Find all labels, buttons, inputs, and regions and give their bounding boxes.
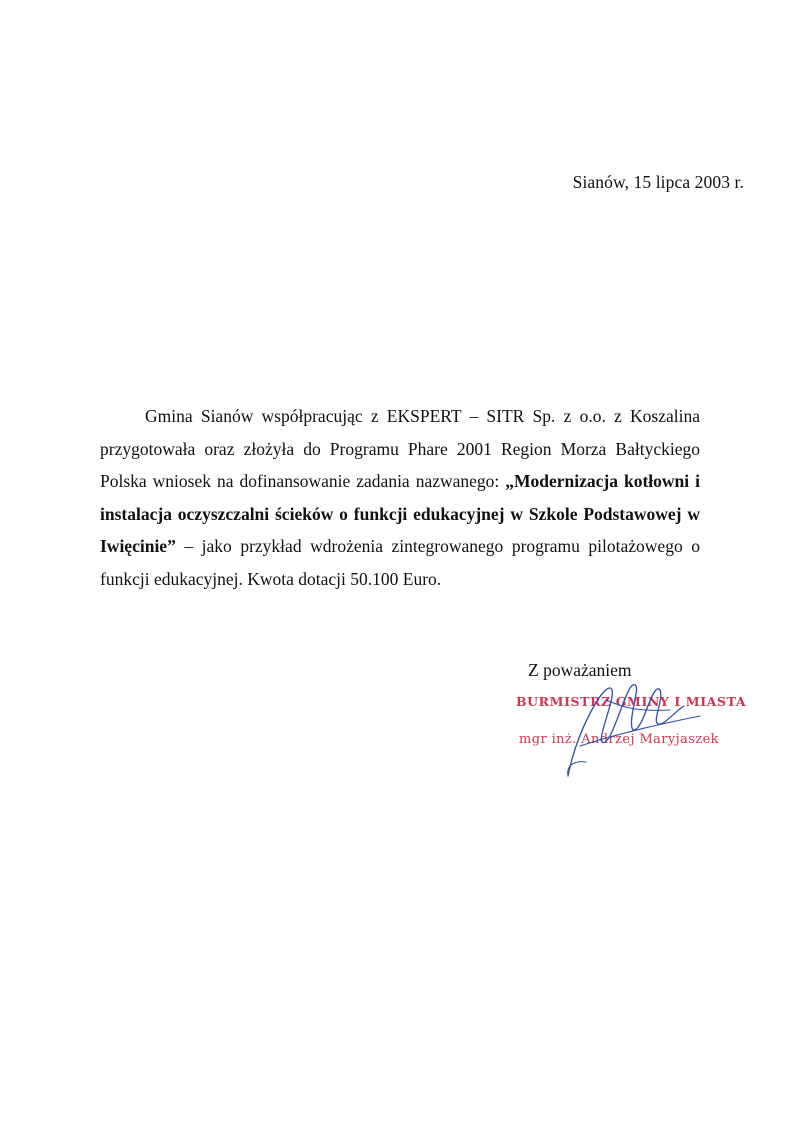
stamp-title: BURMISTRZ GMINY I MIASTA [516,694,747,709]
project-title: „Modernizacja kotłowni i instalacja oczyszczalni ścieków o funkcji edukacyjnej w Szkole Podstawowej w Iwięcinie” [100,471,700,556]
closing-salutation: Z poważaniem [528,660,632,680]
paragraph-end: – jako przykład wdrożenia zintegrowanego programu pilotażowego o funkcji edukacyjnej. Kwota dotacji 50.100 Euro. [100,536,700,589]
date-line: Sianów, 15 lipca 2003 r. [572,172,744,192]
letter-body [100,400,700,595]
paragraph-start: Gmina Sianów współpracując z EKSPERT – SITR Sp. z o.o. z Koszalina przygotowała oraz złożyła do Programu Phare 2001 Region Morza Bałtyckiego Polska wniosek na dofinansowanie zadania nazwanego: [100,406,700,491]
stamp-name: mgr inż. Andrzej Maryjaszek [519,732,719,747]
signature-icon [550,676,710,786]
